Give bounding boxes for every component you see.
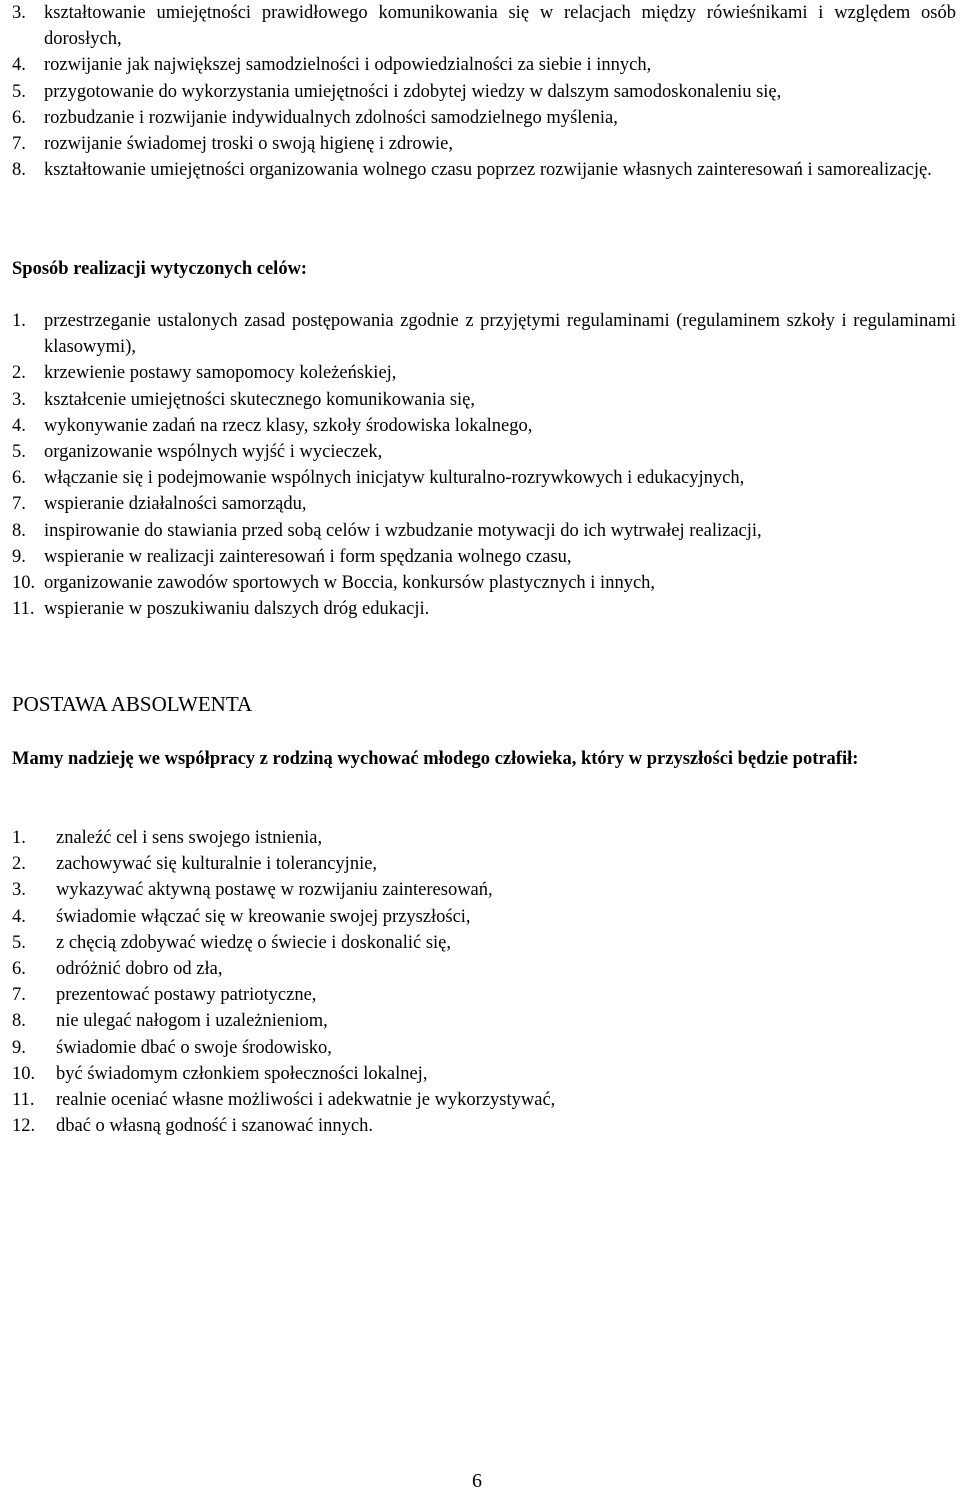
graduate-heading: POSTAWA ABSOLWENTA (12, 692, 253, 716)
list-item-number: 6. (12, 959, 26, 980)
list-item (12, 877, 956, 903)
list-item-text: wspieranie w realizacji zainteresowań i form spędzania wolnego czasu, (44, 546, 572, 567)
list-item (12, 1087, 956, 1113)
list-item-text: krzewienie postawy samopomocy koleżeńskiej, (44, 363, 397, 384)
list-item (12, 1008, 956, 1034)
list-item-number: 10. (12, 573, 36, 594)
list-item-number: 7. (12, 134, 26, 155)
list-item-text: kształtowanie umiejętności organizowania wolnego czasu poprzez rozwijanie własnych zainteresowań i samorealizację. (44, 160, 932, 181)
list-item (12, 157, 956, 183)
list-item-number: 9. (12, 546, 26, 567)
list-item (12, 52, 956, 78)
list-item (12, 1113, 956, 1139)
list-item (12, 1035, 956, 1061)
realization-section (12, 256, 956, 282)
list-item-number: 1. (12, 311, 26, 331)
list-item-number: 9. (12, 1037, 26, 1058)
list-item-text: kształcenie umiejętności skutecznego komunikowania się, (44, 389, 476, 410)
list-item-text: rozwijanie jak największej samodzielności i odpowiedzialności za siebie i innych, (44, 55, 652, 76)
realization-list (12, 308, 956, 622)
list-item-number: 3. (12, 880, 26, 901)
list-item-text: wykazywać aktywną postawę w rozwijaniu zainteresowań, (56, 880, 493, 901)
graduate-list (12, 825, 956, 1139)
list-item (12, 596, 956, 622)
list-item-text: znaleźć cel i sens swojego istnienia, (56, 828, 323, 848)
list-item-text: przygotowanie do wykorzystania umiejętności i zdobytej wiedzy w dalszym samodoskonaleniu się, (44, 81, 782, 102)
list-item-number: 4. (12, 55, 26, 76)
list-item-number: 12. (12, 1116, 36, 1137)
list-item (12, 79, 956, 105)
graduate-heading-wrap (12, 691, 956, 717)
list-item-number: 5. (12, 442, 26, 463)
list-item-number: 5. (12, 932, 26, 953)
list-item-text: wykonywanie zadań na rzecz klasy, szkoły środowiska lokalnego, (44, 415, 533, 436)
list-item-text: z chęcią zdobywać wiedzę o świecie i doskonalić się, (56, 932, 452, 953)
list-item (12, 465, 956, 491)
realization-list-wrap (12, 308, 956, 622)
list-item-text: odróżnić dobro od zła, (56, 959, 223, 980)
list-item-text: organizowanie wspólnych wyjść i wycieczek, (44, 442, 383, 463)
list-item (12, 825, 956, 851)
list-item-text: realnie oceniać własne możliwości i adekwatnie je wykorzystywać, (56, 1090, 556, 1111)
graduate-intro-wrap (12, 746, 956, 772)
list-item-text: inspirowanie do stawiania przed sobą celów i wzbudzanie motywacji do ich wytrwałej realizacji, (44, 520, 762, 541)
goals-section (12, 0, 956, 183)
list-item (12, 851, 956, 877)
list-item-text: organizowanie zawodów sportowych w Boccia, konkursów plastycznych i innych, (44, 573, 656, 594)
list-item-number: 4. (12, 415, 26, 436)
list-item-text: wspieranie w poszukiwaniu dalszych dróg edukacji. (44, 599, 430, 620)
list-item (12, 105, 956, 131)
list-item-number: 8. (12, 1011, 26, 1032)
list-item-text: świadomie dbać o swoje środowisko, (56, 1037, 332, 1058)
list-item-text: nie ulegać nałogom i uzależnieniom, (56, 1011, 328, 1032)
list-item (12, 956, 956, 982)
list-item-number: 7. (12, 494, 26, 515)
list-item-number: 3. (12, 3, 26, 23)
list-item (12, 930, 956, 956)
list-item-number: 6. (12, 468, 26, 489)
list-item-text: wspieranie działalności samorządu, (44, 494, 307, 515)
list-item (12, 544, 956, 570)
page-number: 6 (472, 1470, 482, 1492)
list-item-text: prezentować postawy patriotyczne, (56, 985, 317, 1006)
list-item-number: 2. (12, 854, 26, 875)
list-item (12, 131, 956, 157)
list-item (12, 518, 956, 544)
list-item (12, 439, 956, 465)
list-item (12, 982, 956, 1008)
list-item (12, 387, 956, 413)
list-item-number: 4. (12, 906, 26, 927)
list-item-text: rozbudzanie i rozwijanie indywidualnych zdolności samodzielnego myślenia, (44, 107, 618, 128)
list-item-number: 6. (12, 107, 26, 128)
list-item-number: 8. (12, 160, 26, 181)
list-item-number: 8. (12, 520, 26, 541)
list-item-text: dbać o własną godność i szanować innych. (56, 1116, 373, 1137)
graduate-list-wrap (12, 825, 956, 1139)
list-item (12, 413, 956, 439)
list-item-number: 7. (12, 985, 26, 1006)
list-item-number: 1. (12, 828, 26, 848)
list-item-number: 10. (12, 1063, 36, 1084)
graduate-intro: Mamy nadzieję we współpracy z rodziną wychować młodego człowieka, który w przyszłości będzie potrafił: (12, 749, 859, 769)
list-item (12, 570, 956, 596)
realization-heading: Sposób realizacji wytyczonych celów: (12, 259, 308, 279)
list-item (12, 308, 956, 360)
list-item-text: rozwijanie świadomej troski o swoją higienę i zdrowie, (44, 134, 453, 155)
list-item (12, 491, 956, 517)
goals-list (12, 0, 956, 183)
list-item-number: 11. (12, 1090, 35, 1111)
list-item-number: 5. (12, 81, 26, 102)
list-item-number: 11. (12, 599, 35, 620)
list-item-text: być świadomym członkiem społeczności lokalnej, (56, 1063, 428, 1084)
list-item (12, 360, 956, 386)
list-item-text: włączanie się i podejmowanie wspólnych inicjatyw kulturalno-rozrywkowych i edukacyjnych, (44, 468, 745, 489)
list-item-text: przestrzeganie ustalonych zasad postępowania zgodnie z przyjętymi regulaminami (regulaminem szkoły i regulaminami klasowymi), (44, 311, 956, 358)
list-item (12, 1061, 956, 1087)
list-item-text: zachowywać się kulturalnie i tolerancyjnie, (56, 854, 378, 875)
list-item-text: świadomie włączać się w kreowanie swojej przyszłości, (56, 906, 471, 927)
list-item-text: kształtowanie umiejętności prawidłowego komunikowania się w relacjach między rówieśnikami i względem osób dorosłych, (44, 3, 956, 50)
list-item-number: 3. (12, 389, 26, 410)
list-item-number: 2. (12, 363, 26, 384)
list-item (12, 904, 956, 930)
list-item (12, 0, 956, 52)
